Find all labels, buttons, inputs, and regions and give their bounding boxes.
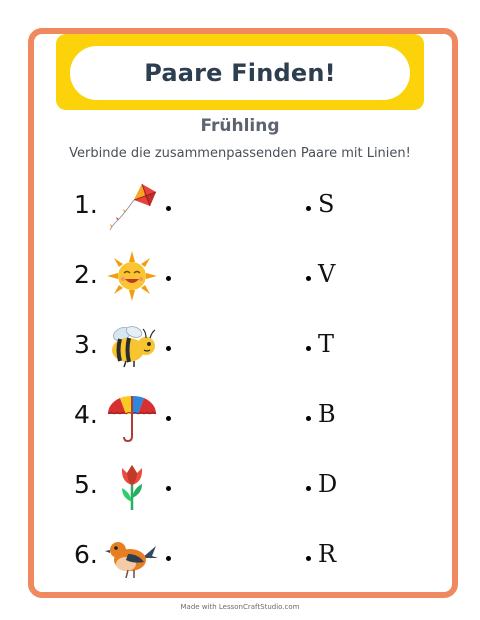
pair-letter: D	[318, 470, 338, 498]
left-connect-dot[interactable]	[166, 416, 171, 421]
pair-number: 2.	[74, 260, 98, 289]
pair-letter: T	[318, 330, 335, 358]
right-connect-dot[interactable]	[306, 416, 311, 421]
footer-credit: Made with LessonCraftStudio.com	[180, 603, 300, 611]
pair-letter: S	[318, 190, 335, 218]
umbrella-icon	[104, 388, 160, 444]
pair-row	[0, 318, 480, 378]
pair-letter: R	[318, 540, 337, 568]
instructions-text: Verbinde die zusammenpassenden Paare mit Linien!	[69, 146, 411, 161]
pair-row	[0, 388, 480, 448]
pair-row	[0, 178, 480, 238]
right-connect-dot[interactable]	[306, 486, 311, 491]
pair-row	[0, 458, 480, 518]
pair-number: 5.	[74, 470, 98, 499]
right-connect-dot[interactable]	[306, 346, 311, 351]
title-pill	[70, 46, 410, 100]
pair-number: 1.	[74, 190, 98, 219]
left-connect-dot[interactable]	[166, 206, 171, 211]
pair-row	[0, 528, 480, 588]
pair-number: 4.	[74, 400, 98, 429]
pair-letter: B	[318, 400, 336, 428]
bird-icon	[104, 528, 160, 584]
subject-heading: Frühling	[200, 116, 280, 136]
left-connect-dot[interactable]	[166, 346, 171, 351]
tulip-icon	[104, 458, 160, 514]
right-connect-dot[interactable]	[306, 206, 311, 211]
bee-icon	[104, 318, 160, 374]
pair-letter: V	[318, 260, 336, 288]
sun-icon	[104, 248, 160, 304]
left-connect-dot[interactable]	[166, 486, 171, 491]
left-connect-dot[interactable]	[166, 556, 171, 561]
kite-icon	[104, 178, 160, 234]
title-banner	[56, 34, 424, 110]
right-connect-dot[interactable]	[306, 276, 311, 281]
left-connect-dot[interactable]	[166, 276, 171, 281]
pair-row	[0, 248, 480, 308]
pair-number: 6.	[74, 540, 98, 569]
pair-number: 3.	[74, 330, 98, 359]
page-title: Paare Finden!	[144, 59, 336, 87]
right-connect-dot[interactable]	[306, 556, 311, 561]
